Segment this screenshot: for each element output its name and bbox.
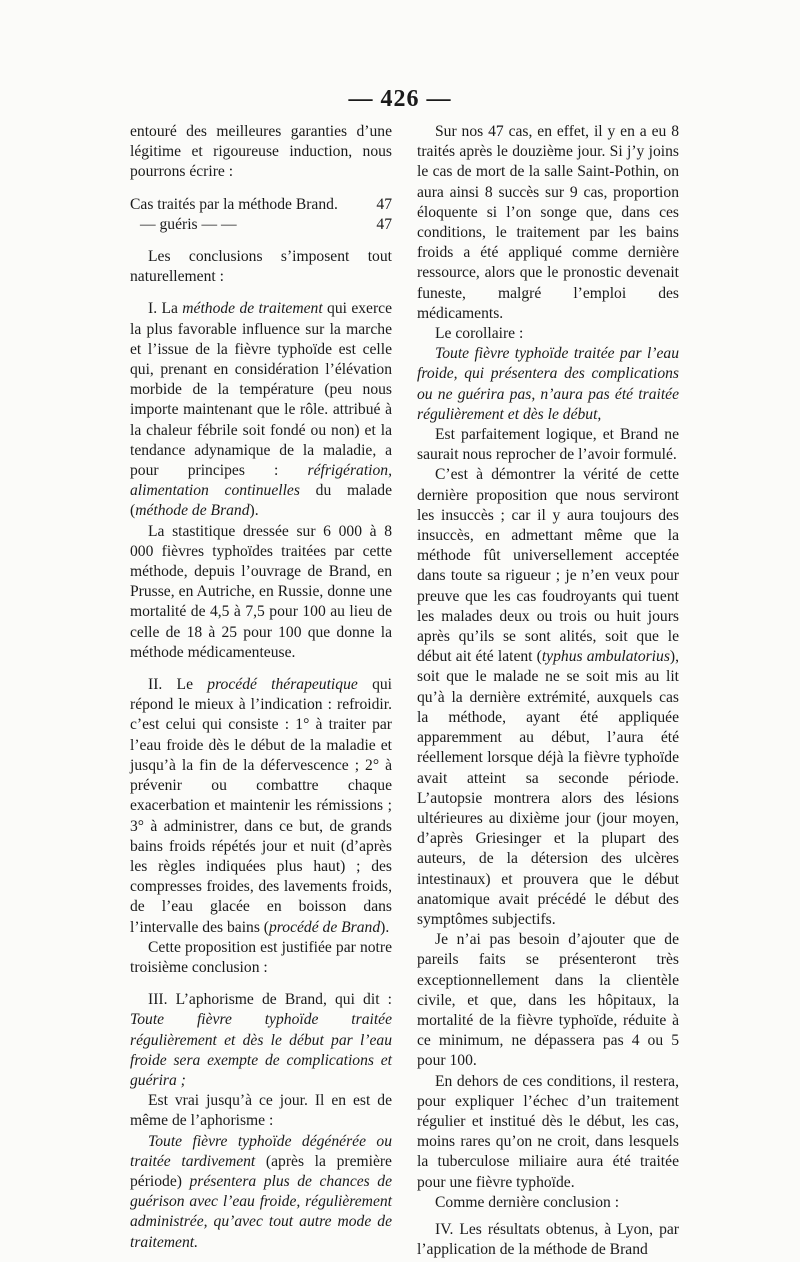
paragraph: C’est à démontrer la vérité de cette dernière proposition que nous serviront les insuccès ; car il y aura toujours des insuccès, en admettant même que la méthode fût universellement acceptée dans toute sa rigueur ; je n’en veux pour preuve que les cas foudroyants qui tuent les malades deux ou trois ou huit jours après qu’ils se sont alités, soit que le début ait été latent (typhus ambulatorius), soit que le malade ne se soit mis au lit qu’à la dernière extrémité, auxquels cas la méthode, ayant été appliquée apparemment au début, l’aura été réellement lorsque déjà la fièvre typhoïde avait atteint sa seconde période. L’autopsie montrera alors des lésions ultérieures au dixième jour (jour moyen, d’après Griesinger et la plupart des auteurs, de la détersion des ulcères intestinaux) et prouvera que le début anatomique avait précédé le début des symptômes subjectifs. — [417, 466, 679, 928]
paragraph: En dehors de ces conditions, il restera, pour expliquer l’échec d’un traitement régulier et institué dès le début, les cas, moins rares qu’on ne croit, dans lesquels la tuberculose miliaire aura été traitée pour une fièvre typhoïde. — [417, 1072, 679, 1191]
corollary: Toute fièvre typhoïde traitée par l’eau froide, qui présentera des complications ou ne guérira pas, n’aura pas été traitée régulièrement et dès le début, — [417, 345, 679, 423]
tally-line: — guéris — — 47 — [140, 215, 392, 233]
paragraph: Sur nos 47 cas, en effet, il y en a eu 8 traités après le douzième jour. Si j’y joins le cas de mort de la salle Saint-Pothin, on aura ainsi 8 succès sur 9 cas, proportion éloquente si l’on songe que, dans ces conditions, le traitement par les bains froids a été appliqué comme dernière ressource, alors que le pronostic devenait funeste, malgré l’emploi des médicaments. — [417, 123, 679, 322]
conclusion-3: III. L’aphorisme de Brand, qui dit : Toute fièvre typhoïde traitée régulièrement et dès le début par l’eau froide sera exempte de complications et guérira ; — [130, 991, 392, 1089]
conclusion-4: IV. Les résultats obtenus, à Lyon, par l’application de la méthode de Brand — [417, 1220, 679, 1259]
paragraph: Est parfaitement logique, et Brand ne saurait nous reprocher de l’avoir formulé. — [417, 426, 679, 464]
left-column — [130, 122, 392, 1253]
paragraph: Je n’ai pas besoin d’ajouter que de pareils faits se présenteront très exceptionnellement dans la clientèle civile, et que, dans les hôpitaux, la mortalité de la fièvre typhoïde, réduite à ce minimum, ne dépassera pas 4 ou 5 pour 100. — [417, 931, 679, 1070]
paragraph: Le corollaire : — [435, 325, 524, 343]
paragraph: Les conclusions s’imposent tout naturellement : — [130, 248, 392, 286]
paragraph: La stastitique dressée sur 6 000 à 8 000 fièvres typhoïdes traitées par cette méthode, depuis l’ouvrage de Brand, en Prusse, en Autriche, en Russie, donne une mortalité de 4,5 à 7,5 pour 100 au lieu de celle de 18 à 25 pour 100 que donne la méthode médicamenteuse. — [130, 522, 392, 661]
paragraph: Comme dernière conclusion : — [435, 1193, 620, 1211]
conclusion-1: I. La méthode de traitement qui exerce la plus favorable influence sur la marche et l’issue de la fièvre typhoïde est celle qui, prenant en considération l’élévation morbide de la température (peu nous importe maintenant que le rôle. attribué à la chaleur fébrile soit fondé ou non) et la tendance adynamique de la maladie, a pour principes : réfrigération, alimentation continuelles du malade (méthode de Brand). — [130, 300, 393, 520]
tally-line: Cas traités par la méthode Brand. 47 — [130, 195, 392, 213]
paragraph: Est vrai jusqu’à ce jour. Il en est de même de l’aphorisme : — [130, 1092, 392, 1130]
paragraph: entouré des meilleures garanties d’une légitime et rigoureuse induction, nous pourrons écrire : — [130, 123, 392, 181]
page-number: — 426 — — [348, 86, 452, 112]
paragraph: Cette proposition est justifiée par notre troisième conclusion : — [130, 938, 392, 976]
aphorism: Toute fièvre typhoïde dégénérée ou traitée tardivement (après la première période) présentera plus de chances de guérison avec l’eau froide, régulièrement administrée, qu’avec tout autre mode de traitement. — [130, 1132, 392, 1251]
conclusion-2: II. Le procédé thérapeutique qui répond le mieux à l’indication : refroidir. c’est celui qui consiste : 1° à traiter par l’eau froide dès le début de la maladie et jusqu’à la fin de la défervescence ; 2° à prévenir ou combattre chaque exacerbation et maintenir les rémissions ; 3° à administrer, dans ce but, de grands bains froids répétés jour et nuit (d’après les règles indiquées plus haut) ; des compresses froides, des lavements froids, de l’eau glacée en boisson dans l’intervalle des bains (procédé de Brand). — [130, 676, 392, 936]
right-column — [417, 122, 679, 1260]
